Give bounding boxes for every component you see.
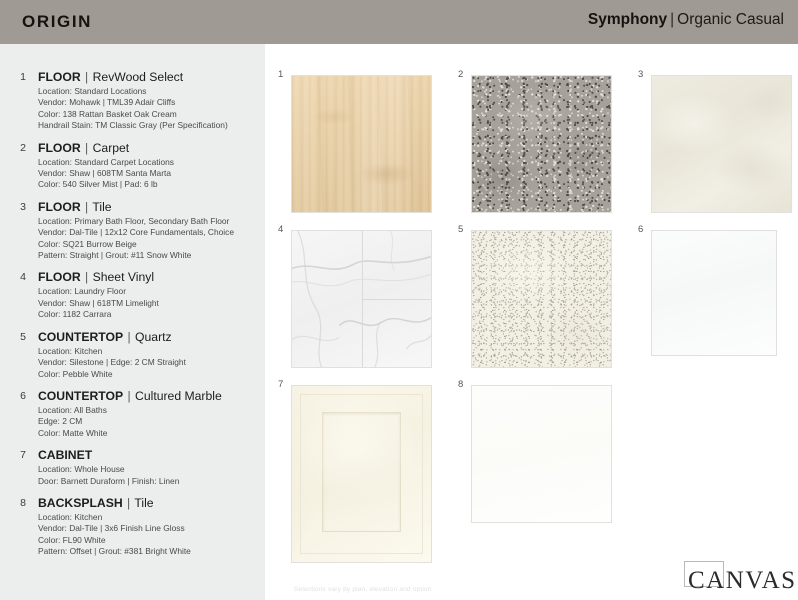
swatch-cell-7[interactable] xyxy=(278,380,438,560)
spec-detail-line: Pattern: Offset | Grout: #381 Bright White xyxy=(38,546,191,557)
swatch-cell-3[interactable] xyxy=(638,70,798,215)
spec-detail-line: Vendor: Dal-Tile | 3x6 Finish Line Gloss xyxy=(38,523,185,534)
title-separator: | xyxy=(670,11,675,28)
swatch-image-carpet xyxy=(471,75,612,213)
spec-detail-line: Edge: 2 CM xyxy=(38,416,83,427)
swatch-image-marble-vinyl xyxy=(291,230,432,368)
swatch-grid xyxy=(265,44,798,600)
spec-item-7 xyxy=(8,448,257,487)
swatch-number: 2 xyxy=(458,69,464,80)
swatch-cell-1[interactable] xyxy=(278,70,438,215)
spec-detail-line: Color: SQ21 Burrow Beige xyxy=(38,238,137,249)
spec-category: BACKSPLASH xyxy=(38,495,123,510)
swatch-image-beige-tile xyxy=(651,75,792,213)
spec-number: 2 xyxy=(20,141,26,154)
swatch-number: 8 xyxy=(458,379,464,390)
spec-title xyxy=(38,448,257,462)
spec-subtitle: Quartz xyxy=(135,329,172,344)
spec-divider: | xyxy=(127,495,131,510)
swatch-image-quartz xyxy=(471,230,612,368)
spec-detail-line: Vendor: Dal-Tile | 12x12 Core Fundamentals, Choice xyxy=(38,227,234,238)
spec-item-5 xyxy=(8,330,257,380)
spec-title xyxy=(38,200,257,214)
collection-style: Organic Casual xyxy=(677,11,784,28)
spec-subtitle: Sheet Vinyl xyxy=(92,270,155,285)
swatch-image-wood-plank xyxy=(291,75,432,213)
spec-number: 8 xyxy=(20,496,26,509)
spec-detail-line: Location: Whole House xyxy=(38,464,125,475)
spec-subtitle: Cultured Marble xyxy=(135,388,222,403)
spec-divider: | xyxy=(127,388,131,403)
spec-detail-line: Location: All Baths xyxy=(38,404,107,415)
spec-item-1 xyxy=(8,70,257,132)
spec-category: FLOOR xyxy=(38,270,81,285)
spec-subtitle: Carpet xyxy=(92,140,130,155)
spec-number: 6 xyxy=(20,389,26,402)
brand-logo: ORIGIN xyxy=(22,12,93,31)
footer-disclaimer: Selections vary by plan, elevation and option xyxy=(294,586,432,593)
spec-title xyxy=(38,330,257,344)
spec-detail-line: Location: Kitchen xyxy=(38,345,103,356)
spec-category: COUNTERTOP xyxy=(38,388,124,403)
spec-detail-line: Location: Standard Carpet Locations xyxy=(38,156,174,167)
canvas-logo xyxy=(638,558,797,598)
spec-title xyxy=(38,70,257,84)
swatch-number: 5 xyxy=(458,224,464,235)
canvas-logo-text: CANVAS xyxy=(688,567,797,594)
spec-subtitle: Tile xyxy=(134,495,154,510)
spec-number: 4 xyxy=(20,271,26,284)
swatch-number: 3 xyxy=(638,69,644,80)
spec-detail-line: Vendor: Mohawk | TML39 Adair Cliffs xyxy=(38,97,176,108)
spec-detail-line: Vendor: Silestone | Edge: 2 CM Straight xyxy=(38,357,186,368)
spec-item-6 xyxy=(8,389,257,439)
spec-detail-line: Pattern: Straight | Grout: #11 Snow White xyxy=(38,250,192,261)
spec-number: 1 xyxy=(20,71,26,83)
swatch-image-cultured-marble xyxy=(651,230,777,356)
spec-number: 3 xyxy=(20,200,26,213)
spec-title xyxy=(38,141,257,155)
spec-divider: | xyxy=(85,140,89,155)
spec-title xyxy=(38,389,257,403)
spec-title xyxy=(38,270,257,284)
spec-detail-line: Door: Barnett Duraform | Finish: Linen xyxy=(38,475,180,486)
swatch-number: 6 xyxy=(638,224,644,235)
spec-detail-line: Color: 1182 Carrara xyxy=(38,309,112,320)
spec-subtitle: RevWood Select xyxy=(92,70,184,84)
swatch-image-backsplash-tile xyxy=(471,385,612,523)
page-header xyxy=(0,0,798,44)
swatch-number: 4 xyxy=(278,224,284,235)
spec-detail-line: Color: Pebble White xyxy=(38,368,113,379)
spec-detail-line: Color: 138 Rattan Basket Oak Cream xyxy=(38,108,177,119)
spec-category: FLOOR xyxy=(38,199,81,214)
spec-detail-line: Color: Matte White xyxy=(38,427,108,438)
specifications-sidebar xyxy=(0,44,265,600)
swatch-cell-8[interactable] xyxy=(458,380,618,525)
swatch-number: 7 xyxy=(278,379,284,390)
spec-divider: | xyxy=(85,199,89,214)
spec-category: FLOOR xyxy=(38,70,81,84)
swatch-cell-4[interactable] xyxy=(278,225,438,370)
collection-title xyxy=(588,11,784,29)
spec-detail-line: Location: Primary Bath Floor, Secondary Bath Floor xyxy=(38,215,230,226)
spec-number: 5 xyxy=(20,330,26,343)
spec-detail-line: Color: 540 Silver Mist | Pad: 6 lb xyxy=(38,179,158,190)
spec-divider: | xyxy=(85,270,89,285)
spec-divider: | xyxy=(85,70,89,84)
spec-category: COUNTERTOP xyxy=(38,329,124,344)
spec-divider: | xyxy=(127,329,131,344)
swatch-cell-2[interactable] xyxy=(458,70,618,215)
spec-item-8 xyxy=(8,496,257,558)
spec-detail-line: Location: Standard Locations xyxy=(38,86,147,96)
spec-item-4 xyxy=(8,270,257,320)
spec-detail-line: Vendor: Shaw | 608TM Santa Marta xyxy=(38,168,171,179)
spec-item-3 xyxy=(8,200,257,262)
spec-item-2 xyxy=(8,141,257,191)
cabinet-door-shading xyxy=(292,386,431,562)
swatch-number: 1 xyxy=(278,69,284,80)
swatch-image-cabinet-door xyxy=(291,385,432,563)
swatch-cell-6[interactable] xyxy=(638,225,798,370)
spec-detail-line: Color: FL90 White xyxy=(38,534,106,545)
spec-detail-line: Location: Kitchen xyxy=(38,511,103,522)
tile-seam-horizontal xyxy=(362,299,432,300)
spec-title xyxy=(38,496,257,510)
spec-category: CABINET xyxy=(38,448,93,463)
spec-detail-line: Handrail Stain: TM Classic Gray (Per Specification) xyxy=(38,120,228,131)
swatch-cell-5[interactable] xyxy=(458,225,618,370)
collection-name: Symphony xyxy=(587,11,668,28)
spec-detail-line: Vendor: Shaw | 618TM Limelight xyxy=(38,297,159,308)
spec-detail-line: Location: Laundry Floor xyxy=(38,286,126,297)
spec-number: 7 xyxy=(20,449,26,462)
spec-subtitle: Tile xyxy=(92,199,112,214)
spec-category: FLOOR xyxy=(38,140,81,155)
